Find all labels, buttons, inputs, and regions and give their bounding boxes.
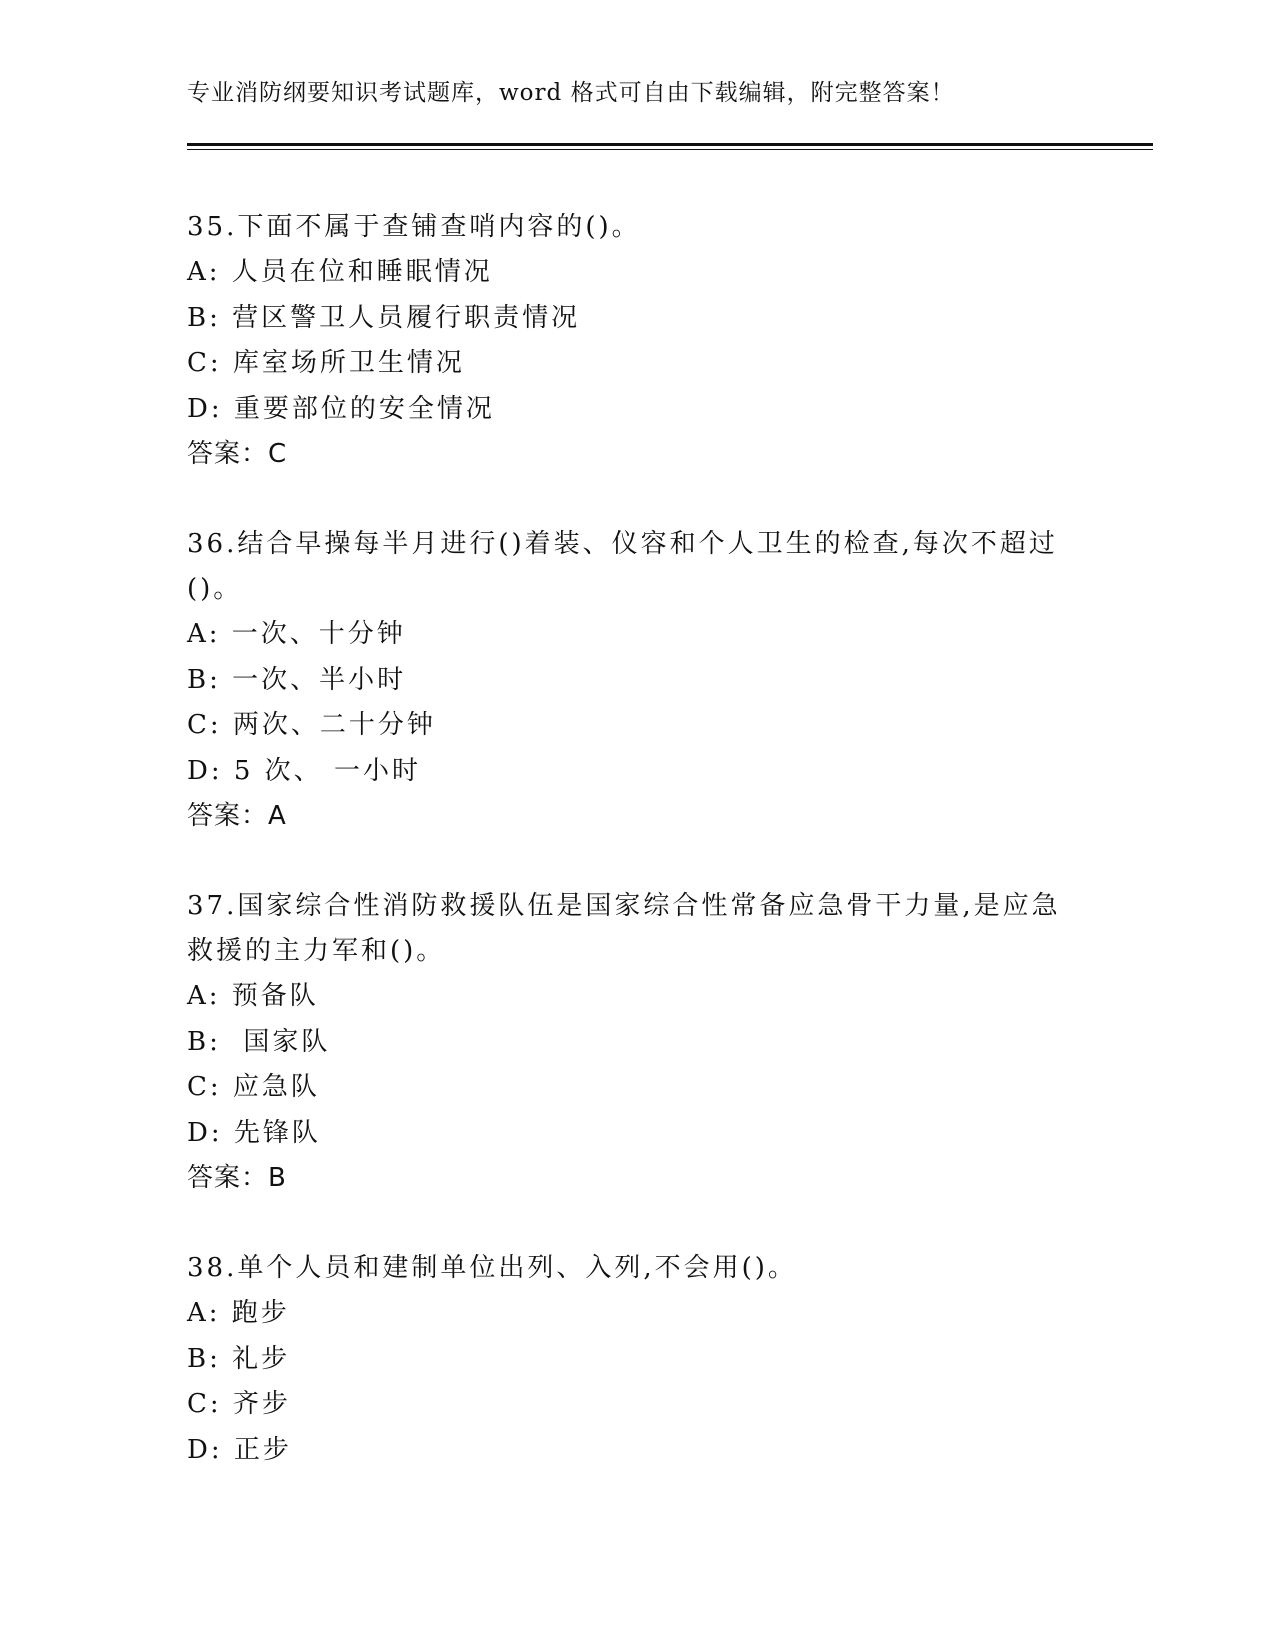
- option-a: A: 跑步: [187, 1298, 290, 1328]
- question-stem: 38.单个人员和建制单位出列、入列,不会用()。: [187, 1253, 797, 1283]
- answer-label: 答案：B: [187, 1163, 287, 1193]
- option-d: D: 重要部位的安全情况: [187, 393, 495, 424]
- question-35: [187, 205, 1067, 477]
- option-a: A: 预备队: [187, 981, 319, 1011]
- option-b: B: 营区警卫人员履行职责情况: [187, 302, 581, 333]
- option-d: D: 先锋队: [187, 1117, 321, 1148]
- answer-label: 答案：C: [187, 439, 288, 469]
- header-rule-thin: [187, 149, 1153, 150]
- question-stem: 36.结合早操每半月进行()着装、仪容和个人卫生的检查,每次不超过()。: [187, 529, 1058, 604]
- option-c: C: 齐步: [187, 1389, 291, 1419]
- option-d: D: 5 次、 一小时: [187, 755, 421, 786]
- option-b: B: 一次、半小时: [187, 664, 407, 695]
- question-list: [187, 205, 1067, 1518]
- question-stem: 35.下面不属于查铺查哨内容的()。: [187, 212, 641, 242]
- option-c: C: 两次、二十分钟: [187, 710, 436, 740]
- option-c: C: 应急队: [187, 1072, 320, 1102]
- question-36: [187, 522, 1067, 839]
- option-d: D: 正步: [187, 1434, 292, 1465]
- question-stem: 37.国家综合性消防救援队伍是国家综合性常备应急骨干力量,是应急救援的主力军和()。: [187, 891, 1061, 966]
- header-text: 专业消防纲要知识考试题库，word 格式可自由下载编辑，附完整答案！: [187, 80, 955, 106]
- option-b: B: 礼步: [187, 1343, 291, 1374]
- option-c: C: 库室场所卫生情况: [187, 348, 465, 378]
- question-38: [187, 1246, 1067, 1473]
- option-a: A: 一次、十分钟: [187, 619, 406, 649]
- answer-label: 答案：A: [187, 801, 287, 831]
- header-rule-thick: [187, 143, 1153, 146]
- option-a: A: 人员在位和睡眠情况: [187, 257, 493, 287]
- question-37: [187, 884, 1067, 1201]
- option-b: B: 国家队: [187, 1026, 331, 1057]
